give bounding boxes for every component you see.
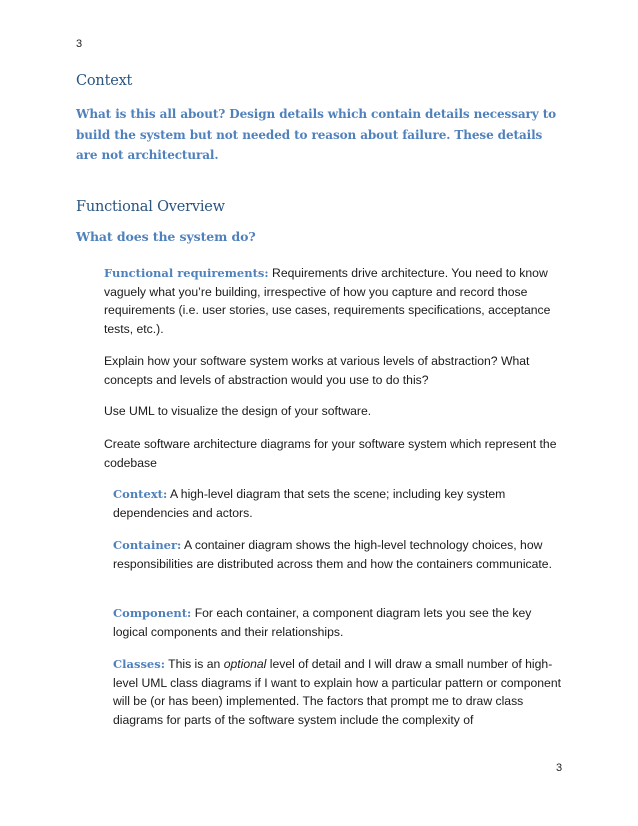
component-diagram-text: For each container, a component diagram lets you see the key logical components and their relationships. [113,606,532,639]
diagrams-paragraph: Create software architecture diagrams for your software system which represent the codebase [104,437,557,470]
functional-requirements-text: Requirements drive architecture. You need to know vaguely what you’re building, irrespective of how you capture and record those requirements (i.e. user stories, use cases, requirements specifications, acceptance tests, etc.). [104,266,551,336]
explain-paragraph: Explain how your software system works at various levels of abstraction? What concepts and levels of abstraction would you use to do this? [104,354,530,387]
functional-overview-subheading: What does the system do? [76,229,256,244]
functional-requirements-paragraph [104,264,564,338]
functional-overview-heading: Functional Overview [76,199,225,215]
container-diagram-paragraph [113,536,563,573]
page-number-bottom: 3 [556,762,563,774]
classes-text-a: This is an [164,657,224,671]
classes-diagram-lead: Classes: [113,657,165,671]
context-diagram-lead: Context: [113,487,168,501]
uml-paragraph: Use UML to visualize the design of your software. [104,404,372,418]
context-diagram-text: A high-level diagram that sets the scene; including key system dependencies and actors. [113,487,506,520]
context-diagram-paragraph [113,485,563,522]
classes-diagram-paragraph [113,655,563,729]
container-diagram-text: A container diagram shows the high-level technology choices, how responsibilities are distributed across them and how the containers communicate. [113,538,552,571]
context-heading: Context [76,73,133,89]
component-diagram-paragraph [113,604,563,641]
component-diagram-lead: Component: [113,606,192,620]
functional-requirements-lead: Functional requirements: [104,266,269,280]
classes-text-b: level of detail and I will draw a small number of high-level UML class diagrams if I want to explain how a particular pattern or component will be (or has been) implemented. The factors that prompt me to draw class diagrams for parts of the software system include the complexity of [113,657,561,727]
classes-optional-italic: optional [223,657,267,671]
page-number-top: 3 [76,38,83,50]
container-diagram-lead: Container: [113,538,182,552]
context-body: What is this all about? Design details which contain details necessary to build the system but not needed to reason about failure. These details are not architectural. [76,107,557,162]
